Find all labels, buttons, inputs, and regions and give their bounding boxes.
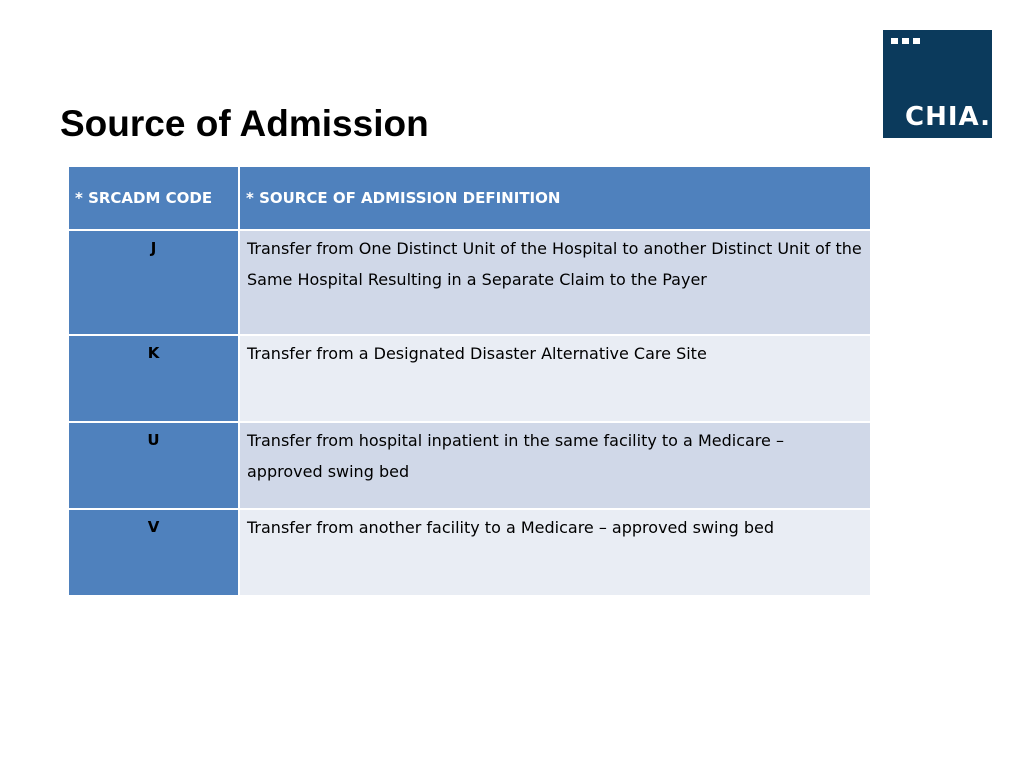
logo-text: CHIA. xyxy=(905,102,991,132)
table-row xyxy=(68,230,871,335)
table-row xyxy=(68,509,871,596)
chia-logo xyxy=(883,30,992,138)
code-cell: V xyxy=(68,509,239,596)
code-cell: J xyxy=(68,230,239,335)
definition-cell: Transfer from hospital inpatient in the same facility to a Medicare – approved swing bed xyxy=(239,422,871,509)
table-row xyxy=(68,335,871,422)
definition-cell: Transfer from One Distinct Unit of the Hospital to another Distinct Unit of the Same Hospital Resulting in a Separate Claim to the Payer xyxy=(239,230,871,335)
logo-dots-icon xyxy=(891,38,920,44)
definition-cell: Transfer from a Designated Disaster Alternative Care Site xyxy=(239,335,871,422)
table-row xyxy=(68,422,871,509)
page-title: Source of Admission xyxy=(60,103,429,144)
source-of-admission-table xyxy=(67,165,872,597)
code-cell: K xyxy=(68,335,239,422)
header-srcadm-code: * SRCADM CODE xyxy=(68,166,239,230)
table-header-row xyxy=(68,166,871,230)
header-definition: * SOURCE OF ADMISSION DEFINITION xyxy=(239,166,871,230)
definition-cell: Transfer from another facility to a Medicare – approved swing bed xyxy=(239,509,871,596)
code-cell: U xyxy=(68,422,239,509)
